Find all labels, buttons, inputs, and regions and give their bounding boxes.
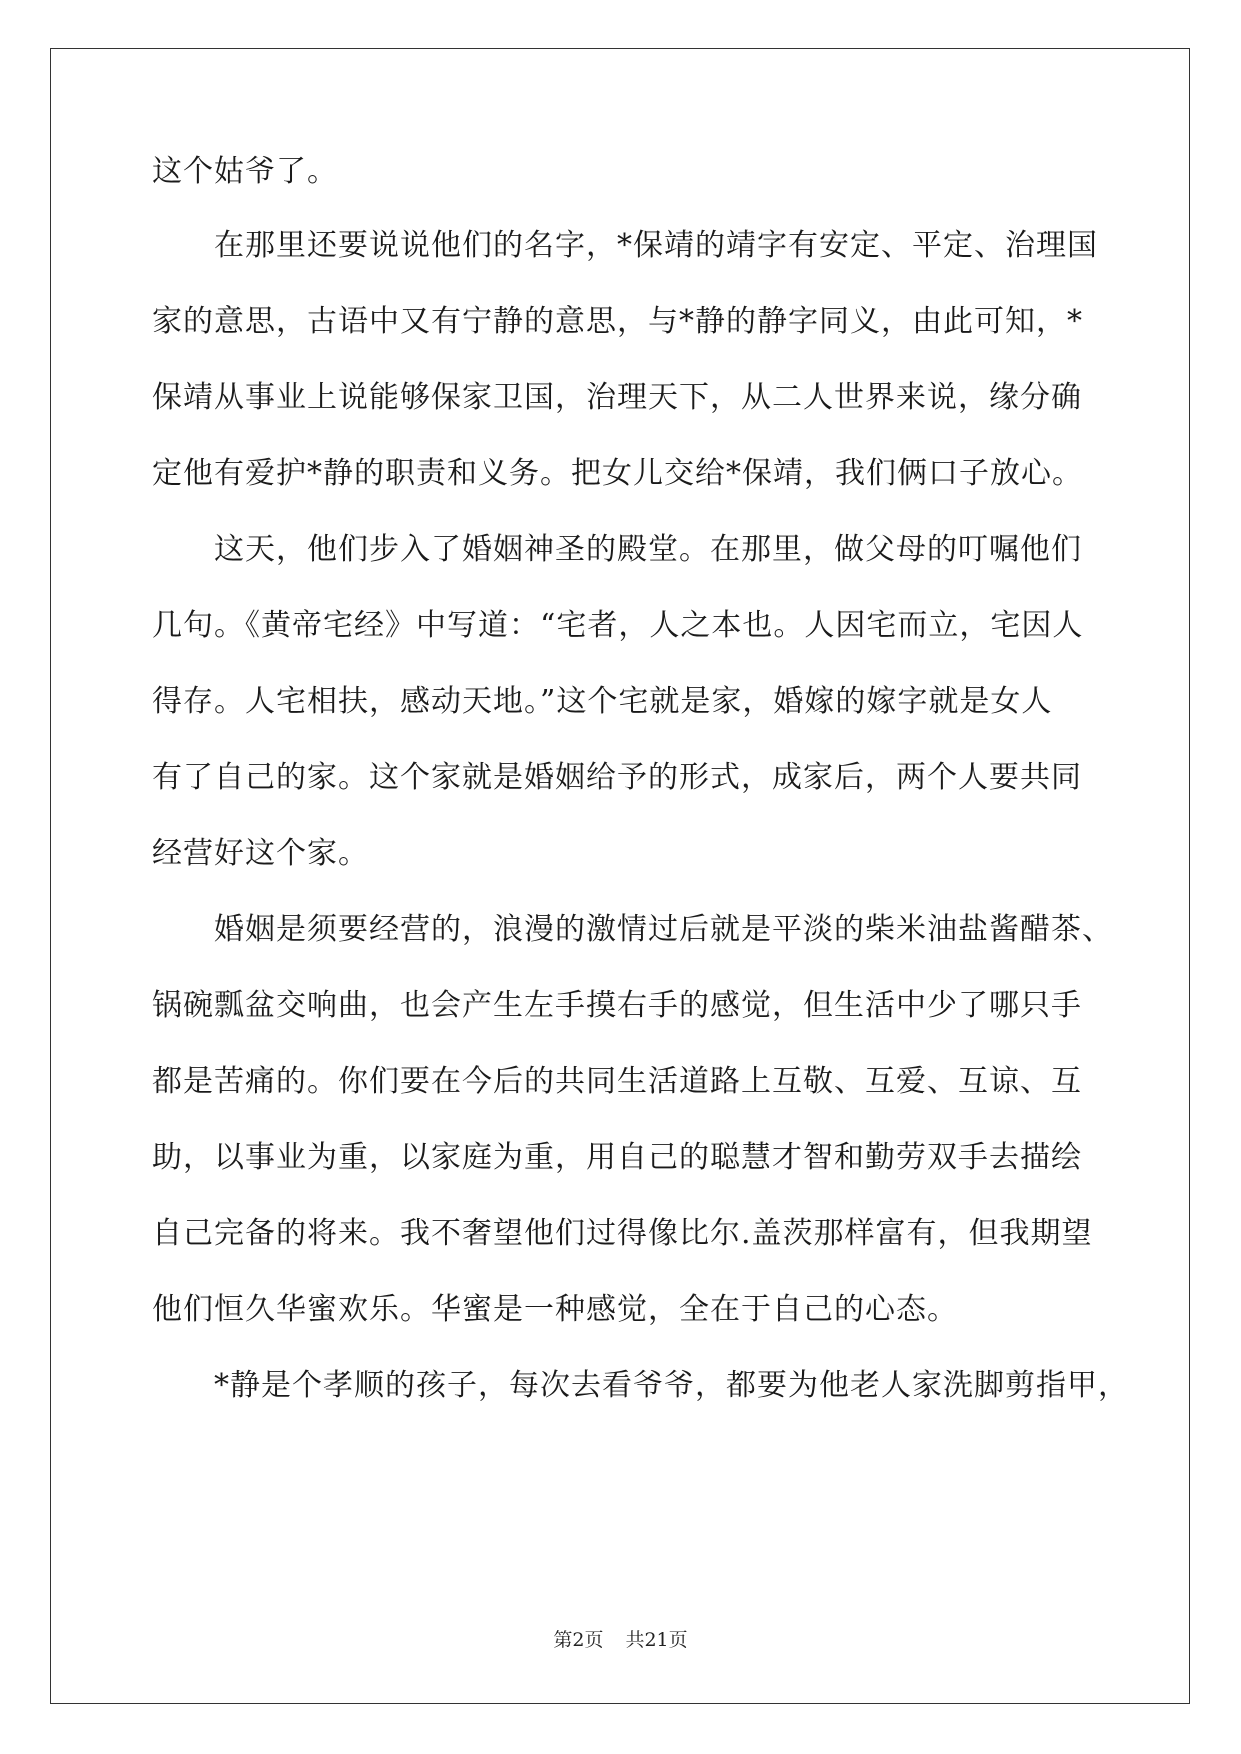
page-footer: [0, 1628, 1241, 1652]
text-line: 几句。《黄帝宅经》中写道：“宅者，人之本也。人因宅而立，宅因人: [152, 608, 1084, 643]
text-line: 得存。人宅相扶，感动天地。”这个宅就是家，婚嫁的嫁字就是女人: [152, 684, 1053, 719]
text-line: 自己完备的将来。我不奢望他们过得像比尔.盖茨那样富有，但我期望: [152, 1216, 1093, 1251]
page-number: 第2页: [553, 1629, 604, 1651]
text-line: 有了自己的家。这个家就是婚姻给予的形式，成家后，两个人要共同: [152, 760, 1082, 795]
paragraph-first-line: 在那里还要说说他们的名字，*保靖的靖字有安定、平定、治理国: [214, 228, 1098, 263]
paragraph-first-line: 婚姻是须要经营的，浪漫的激情过后就是平淡的柴米油盐酱醋茶、: [214, 912, 1113, 947]
text-line: 他们恒久华蜜欢乐。华蜜是一种感觉，全在于自己的心态。: [152, 1292, 958, 1327]
text-line: 保靖从事业上说能够保家卫国，治理天下，从二人世界来说，缘分确: [152, 380, 1082, 415]
text-line: 定他有爱护*静的职责和义务。把女儿交给*保靖，我们俩口子放心。: [152, 456, 1083, 491]
text-line: 助，以事业为重，以家庭为重，用自己的聪慧才智和勤劳双手去描绘: [152, 1140, 1082, 1175]
paragraph-first-line: 这天，他们步入了婚姻神圣的殿堂。在那里，做父母的叮嘱他们: [214, 532, 1082, 567]
page-total: 共21页: [625, 1629, 688, 1651]
page-border: [50, 48, 1190, 1704]
text-line: 家的意思，古语中又有宁静的意思，与*静的静字同义，由此可知，*: [152, 304, 1083, 339]
text-line: 经营好这个家。: [152, 836, 369, 871]
paragraph-first-line: *静是个孝顺的孩子，每次去看爷爷，都要为他老人家洗脚剪指甲，: [214, 1368, 1129, 1403]
text-line: 都是苦痛的。你们要在今后的共同生活道路上互敬、互爱、互谅、互: [152, 1064, 1082, 1099]
text-line: 这个姑爷了。: [152, 154, 338, 189]
text-line: 锅碗瓢盆交响曲，也会产生左手摸右手的感觉，但生活中少了哪只手: [152, 988, 1082, 1023]
